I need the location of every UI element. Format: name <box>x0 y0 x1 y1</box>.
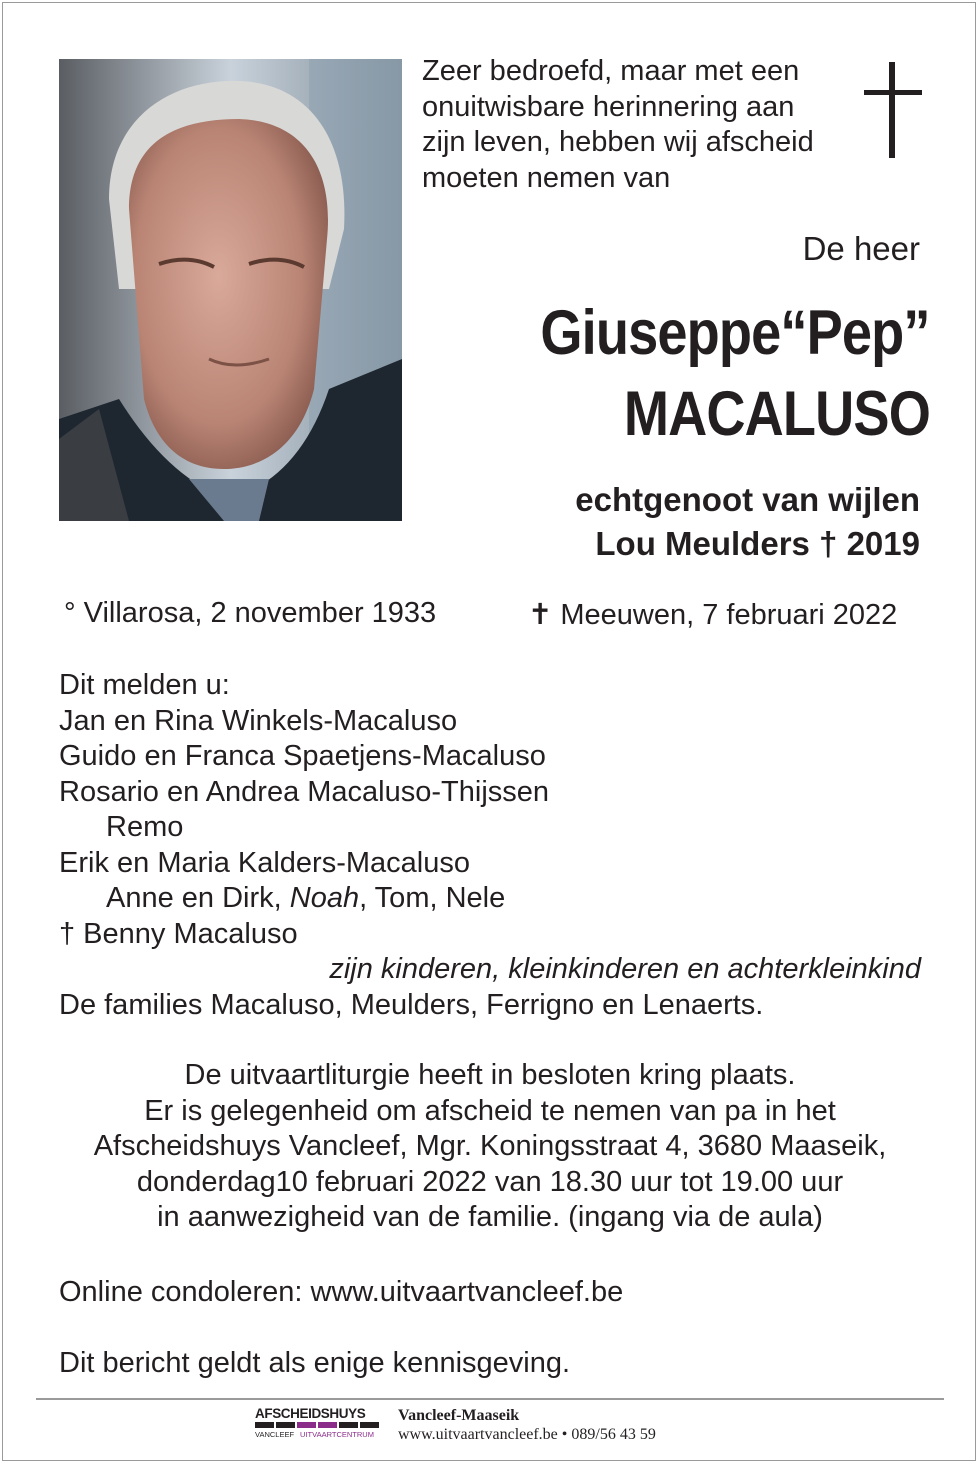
funeral-home-logo <box>255 1406 381 1439</box>
family-relation: zijn kinderen, kleinkinderen en achterkleinkind <box>329 953 921 985</box>
family-member: Jan en Rina Winkels-Macaluso <box>59 704 458 737</box>
intro-line: moeten nemen van <box>422 161 671 194</box>
family-intro: Dit melden u: <box>59 669 230 701</box>
birth-date: ° Villarosa, 2 november 1933 <box>64 597 437 629</box>
online-condolence: Online condoleren: www.uitvaartvancleef.be <box>59 1276 624 1308</box>
family-member: Rosario en Andrea Macaluso-Thijssen <box>59 775 550 808</box>
cross-icon <box>864 62 922 160</box>
intro-line: onuitwisbare herinnering aan <box>422 90 795 123</box>
death-date: ✝ Meeuwen, 7 februari 2022 <box>528 599 898 631</box>
notice-text: Dit bericht geldt als enige kennisgeving. <box>59 1347 571 1379</box>
intro-text <box>422 54 852 196</box>
intro-line: zijn leven, hebben wij afscheid <box>422 126 814 158</box>
liturgy-line: in aanwezigheid van de familie. (ingang via de aula) <box>157 1201 823 1233</box>
liturgy-info <box>0 1058 980 1236</box>
spouse-info <box>575 478 920 566</box>
logo-text: AFSCHEIDSHUYS <box>255 1406 366 1421</box>
intro-line: Zeer bedroefd, maar met een <box>422 55 800 87</box>
liturgy-line: Er is gelegenheid om afscheid te nemen van pa in het <box>144 1094 836 1127</box>
family-member: Guido en Franca Spaetjens-Macaluso <box>59 740 546 772</box>
family-member: Erik en Maria Kalders-Macaluso <box>59 846 470 879</box>
deceased-first-name: Giuseppe“Pep” <box>540 298 930 368</box>
logo-subtext: VANCLEEF UITVAARTCENTRUM <box>255 1430 374 1439</box>
liturgy-line: donderdag10 februari 2022 van 18.30 uur tot 19.00 uur <box>136 1165 844 1198</box>
footer-contact <box>398 1406 656 1444</box>
family-member: Anne en Dirk, Noah, Tom, Nele <box>106 882 506 914</box>
logo-bar <box>255 1422 381 1428</box>
families-line: De families Macaluso, Meulders, Ferrigno en Lenaerts. <box>59 988 764 1021</box>
spouse-line: echtgenoot van wijlen <box>575 481 920 518</box>
footer-divider <box>36 1398 944 1400</box>
company-name: Vancleef-Maaseik <box>398 1407 520 1424</box>
family-member: Remo <box>106 811 184 843</box>
company-contact: www.uitvaartvancleef.be • 089/56 43 59 <box>398 1426 656 1443</box>
honorific: De heer <box>802 230 920 267</box>
family-member: † Benny Macaluso <box>59 917 298 950</box>
family-list <box>59 668 939 1023</box>
liturgy-line: De uitvaartliturgie heeft in besloten kring plaats. <box>184 1059 796 1091</box>
deceased-last-name: MACALUSO <box>623 379 930 449</box>
liturgy-line: Afscheidshuys Vancleef, Mgr. Koningsstraat 4, 3680 Maaseik, <box>93 1130 887 1162</box>
portrait-photo <box>59 59 402 521</box>
family-member-italic: Noah <box>289 882 360 914</box>
spouse-line: Lou Meulders † 2019 <box>595 525 920 562</box>
